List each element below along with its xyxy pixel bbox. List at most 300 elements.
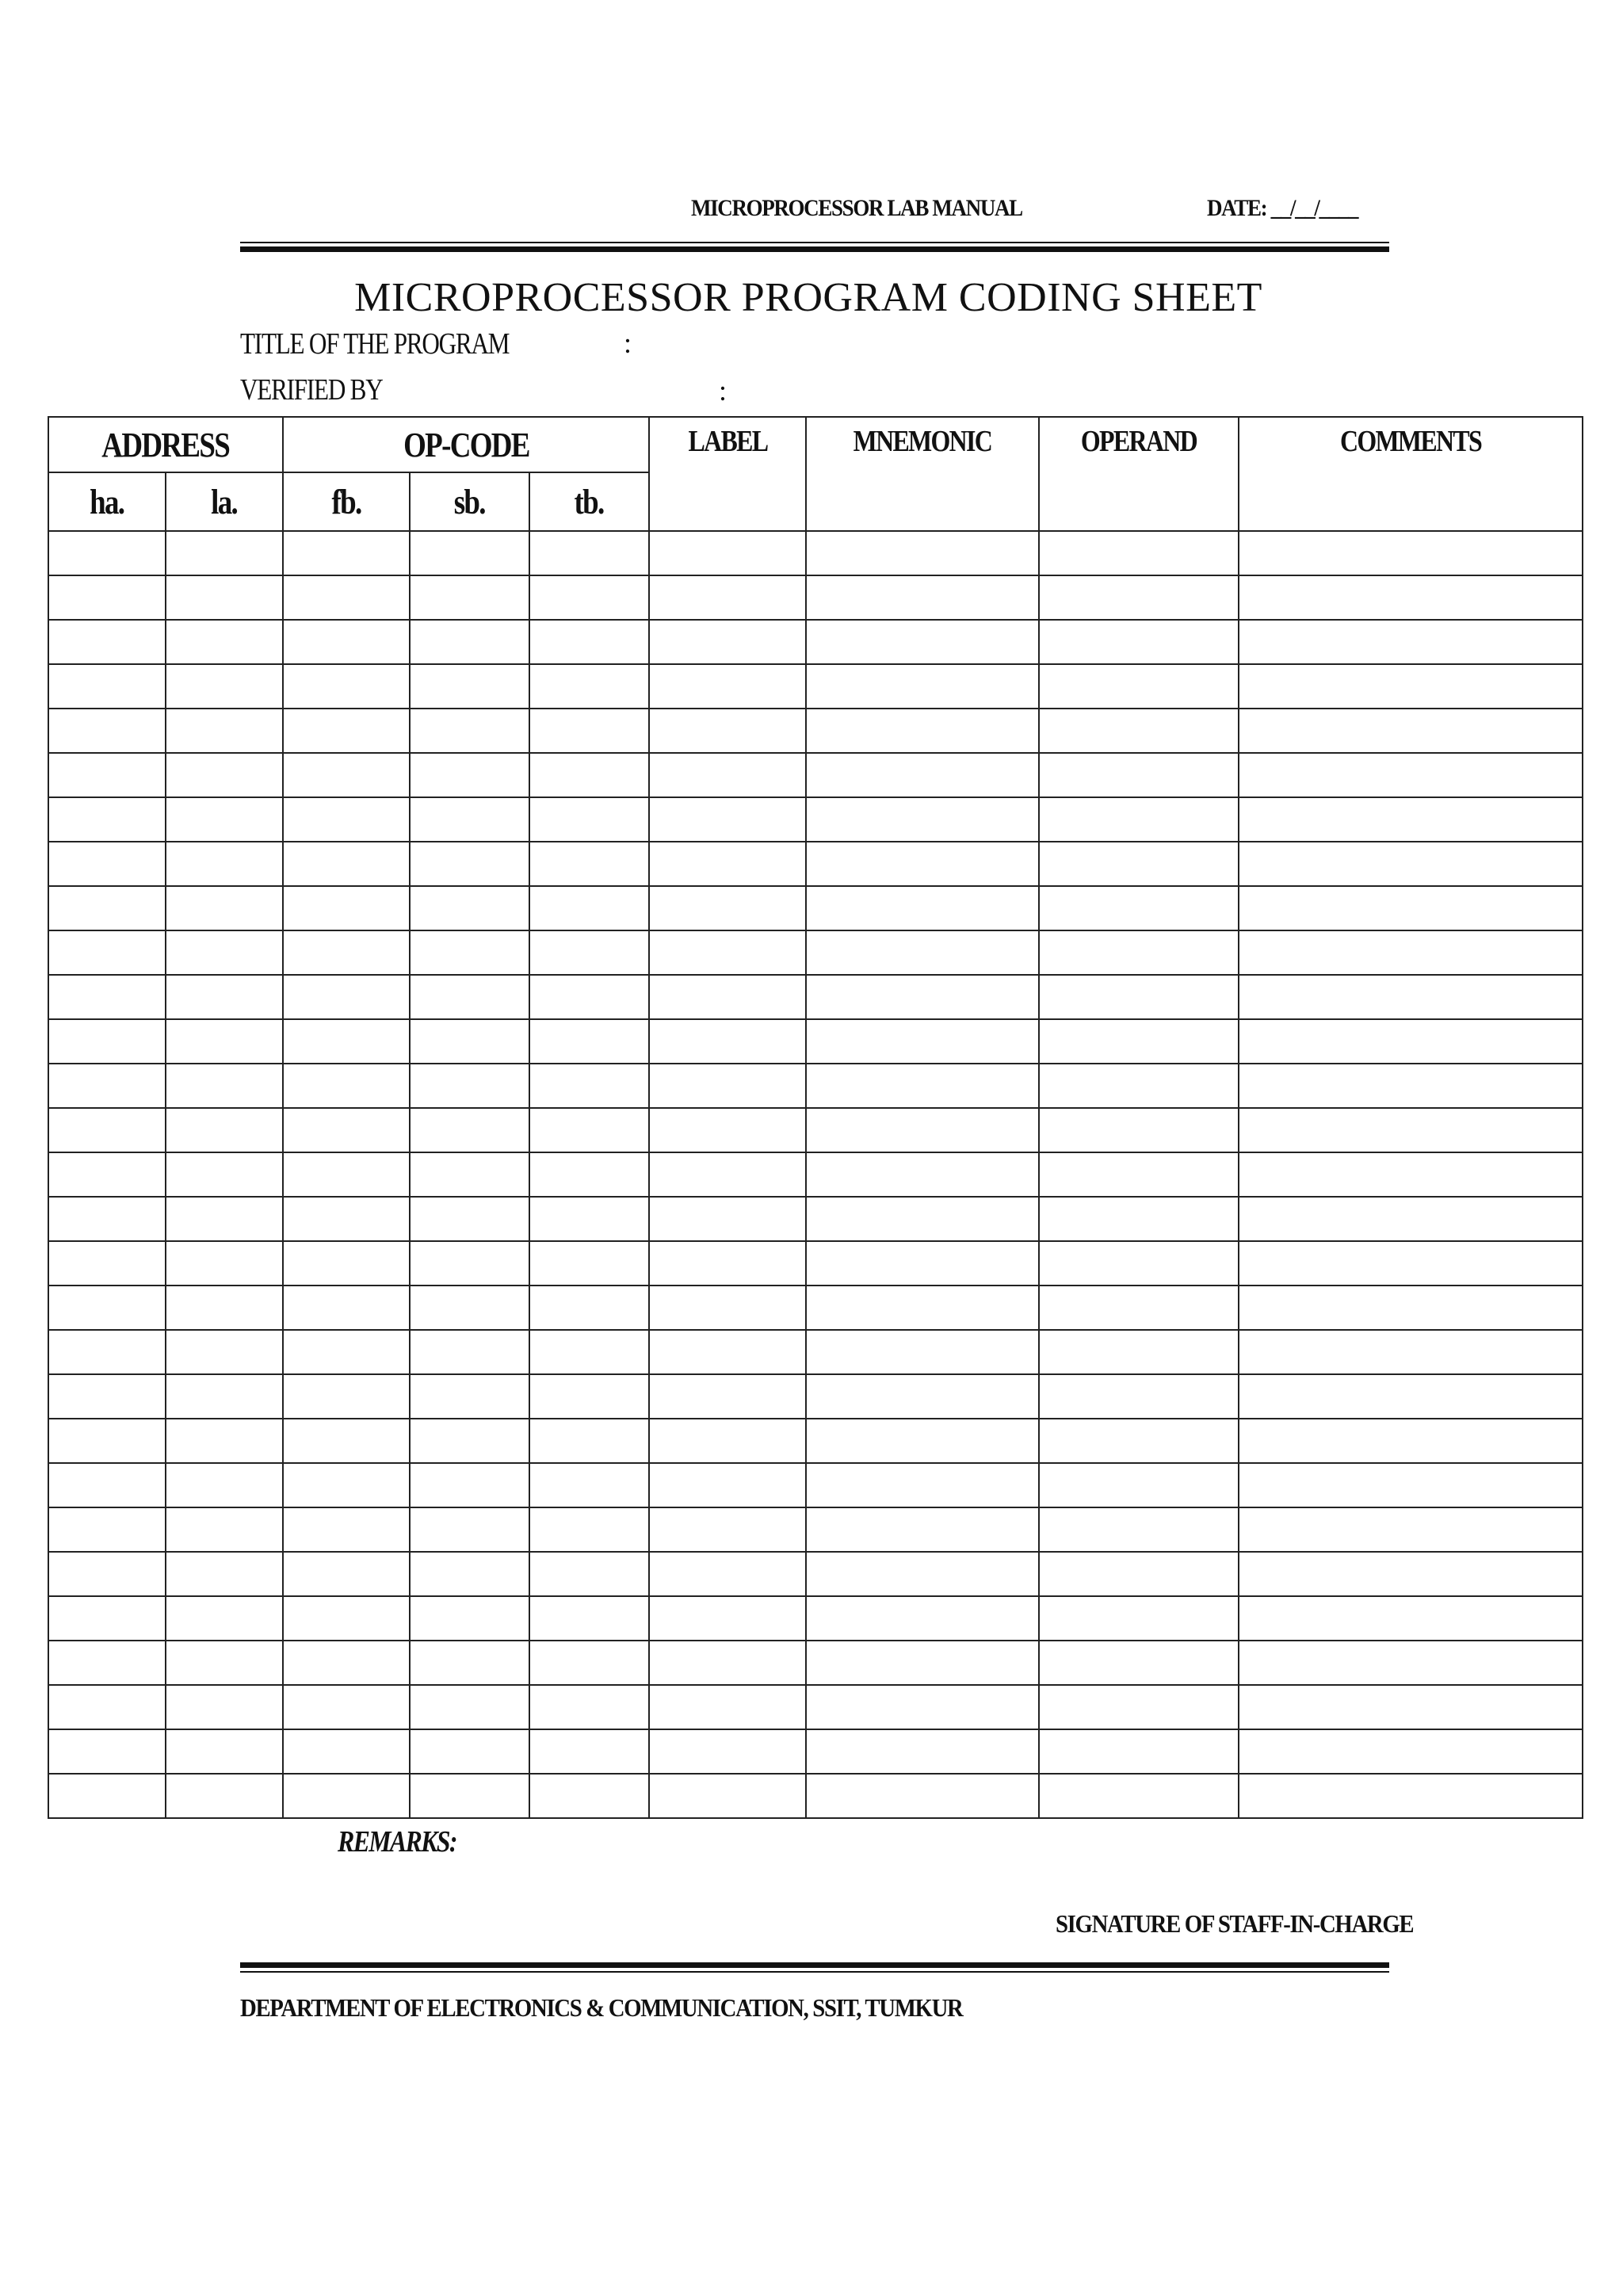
- table-cell: [1239, 1641, 1583, 1685]
- table-cell: [806, 1019, 1039, 1064]
- table-cell: [1239, 1019, 1583, 1064]
- table-cell: [283, 797, 410, 842]
- table-cell: [166, 664, 283, 709]
- table-row: [48, 1774, 1583, 1818]
- table-cell: [166, 1507, 283, 1552]
- table-cell: [529, 1552, 649, 1596]
- table-cell: [410, 1241, 529, 1286]
- table-cell: [283, 886, 410, 930]
- table-cell: [410, 1419, 529, 1463]
- table-cell: [649, 1108, 806, 1152]
- table-cell: [529, 1507, 649, 1552]
- table-cell: [1039, 1685, 1239, 1729]
- table-cell: [48, 620, 166, 664]
- table-cell: [48, 1241, 166, 1286]
- table-cell: [410, 1064, 529, 1108]
- table-cell: [649, 1507, 806, 1552]
- table-cell: [1239, 620, 1583, 664]
- table-row: [48, 753, 1583, 797]
- table-cell: [283, 1552, 410, 1596]
- table-cell: [1239, 1286, 1583, 1330]
- table-cell: [529, 575, 649, 620]
- table-cell: [1039, 1197, 1239, 1241]
- table-cell: [410, 1552, 529, 1596]
- table-cell: [410, 1374, 529, 1419]
- table-cell: [1039, 1596, 1239, 1641]
- table-cell: [806, 1419, 1039, 1463]
- table-row: [48, 930, 1583, 975]
- table-cell: [1039, 1374, 1239, 1419]
- table-cell: [283, 975, 410, 1019]
- table-row: [48, 1463, 1583, 1507]
- table-row: [48, 1552, 1583, 1596]
- table-cell: [283, 1197, 410, 1241]
- table-cell: [806, 1641, 1039, 1685]
- table-cell: [1039, 1552, 1239, 1596]
- verified-by-label: VERIFIED BY: [240, 373, 383, 407]
- footer-rule-thick: [240, 1962, 1389, 1968]
- table-cell: [410, 842, 529, 886]
- table-cell: [649, 1729, 806, 1774]
- table-cell: [166, 1152, 283, 1197]
- table-cell: [1239, 842, 1583, 886]
- table-cell: [1239, 1774, 1583, 1818]
- table-cell: [166, 1241, 283, 1286]
- table-cell: [1239, 664, 1583, 709]
- table-cell: [1039, 1286, 1239, 1330]
- operand-header: OPERAND: [1039, 417, 1239, 531]
- table-cell: [1239, 1152, 1583, 1197]
- table-row: [48, 1152, 1583, 1197]
- table-cell: [649, 531, 806, 575]
- table-row: [48, 531, 1583, 575]
- table-cell: [806, 1552, 1039, 1596]
- table-cell: [649, 930, 806, 975]
- table-cell: [283, 842, 410, 886]
- coding-table: [48, 416, 1583, 1819]
- table-cell: [283, 1108, 410, 1152]
- table-cell: [806, 1286, 1039, 1330]
- table-cell: [649, 797, 806, 842]
- table-cell: [649, 886, 806, 930]
- table-cell: [649, 1774, 806, 1818]
- table-cell: [1039, 930, 1239, 975]
- table-cell: [283, 1596, 410, 1641]
- program-title-colon: :: [624, 327, 632, 359]
- table-row: [48, 1330, 1583, 1374]
- table-cell: [1239, 709, 1583, 753]
- table-cell: [48, 531, 166, 575]
- table-cell: [166, 1552, 283, 1596]
- footer-rule-thin: [240, 1971, 1389, 1973]
- table-cell: [649, 1330, 806, 1374]
- table-cell: [283, 930, 410, 975]
- table-row: [48, 842, 1583, 886]
- table-cell: [529, 1641, 649, 1685]
- table-cell: [48, 1197, 166, 1241]
- table-cell: [1039, 1463, 1239, 1507]
- table-cell: [529, 842, 649, 886]
- table-cell: [806, 1729, 1039, 1774]
- table-cell: [48, 842, 166, 886]
- table-cell: [529, 1152, 649, 1197]
- table-cell: [806, 1197, 1039, 1241]
- signature-label: SIGNATURE OF STAFF-IN-CHARGE: [1056, 1909, 1414, 1938]
- table-cell: [283, 1374, 410, 1419]
- table-cell: [806, 664, 1039, 709]
- table-cell: [806, 1774, 1039, 1818]
- table-cell: [166, 1729, 283, 1774]
- table-cell: [410, 1641, 529, 1685]
- table-row: [48, 1641, 1583, 1685]
- table-cell: [649, 1374, 806, 1419]
- table-cell: [410, 1108, 529, 1152]
- table-cell: [649, 842, 806, 886]
- coding-table-body: [48, 531, 1583, 1818]
- table-row: [48, 797, 1583, 842]
- table-cell: [806, 886, 1039, 930]
- table-cell: [283, 1286, 410, 1330]
- table-cell: [166, 1108, 283, 1152]
- label-header: LABEL: [649, 417, 806, 531]
- table-cell: [529, 975, 649, 1019]
- table-cell: [806, 1374, 1039, 1419]
- table-cell: [649, 753, 806, 797]
- table-cell: [1039, 1507, 1239, 1552]
- table-cell: [410, 620, 529, 664]
- table-cell: [48, 753, 166, 797]
- table-row: [48, 1374, 1583, 1419]
- table-cell: [1239, 1463, 1583, 1507]
- table-cell: [1239, 930, 1583, 975]
- table-cell: [48, 1596, 166, 1641]
- table-row: [48, 1197, 1583, 1241]
- table-cell: [1039, 1641, 1239, 1685]
- table-cell: [806, 930, 1039, 975]
- table-cell: [283, 575, 410, 620]
- table-row: [48, 1286, 1583, 1330]
- table-cell: [283, 1641, 410, 1685]
- table-cell: [166, 1641, 283, 1685]
- verified-by-colon: :: [719, 375, 727, 407]
- table-cell: [529, 753, 649, 797]
- table-cell: [283, 1330, 410, 1374]
- table-cell: [806, 575, 1039, 620]
- table-cell: [48, 575, 166, 620]
- table-cell: [529, 1374, 649, 1419]
- table-cell: [1239, 1330, 1583, 1374]
- table-row: [48, 1596, 1583, 1641]
- table-row: [48, 1507, 1583, 1552]
- table-cell: [529, 1685, 649, 1729]
- table-cell: [649, 1685, 806, 1729]
- table-cell: [649, 1286, 806, 1330]
- table-cell: [410, 664, 529, 709]
- table-cell: [166, 1374, 283, 1419]
- table-cell: [410, 797, 529, 842]
- table-cell: [649, 1552, 806, 1596]
- table-cell: [649, 620, 806, 664]
- table-cell: [166, 531, 283, 575]
- table-cell: [410, 1019, 529, 1064]
- table-cell: [1039, 1019, 1239, 1064]
- date-field: DATE: __/__/____: [1207, 195, 1358, 221]
- table-cell: [283, 1463, 410, 1507]
- table-cell: [283, 753, 410, 797]
- table-cell: [806, 1463, 1039, 1507]
- table-cell: [1239, 1197, 1583, 1241]
- program-title-label: TITLE OF THE PROGRAM: [240, 327, 510, 361]
- table-cell: [1039, 531, 1239, 575]
- table-cell: [166, 1064, 283, 1108]
- table-cell: [283, 1019, 410, 1064]
- table-cell: [1039, 1152, 1239, 1197]
- table-cell: [1039, 842, 1239, 886]
- table-row: [48, 1108, 1583, 1152]
- table-cell: [529, 1419, 649, 1463]
- table-cell: [283, 1241, 410, 1286]
- low-address-header: la.: [166, 472, 283, 531]
- table-cell: [529, 1596, 649, 1641]
- table-cell: [1039, 664, 1239, 709]
- table-cell: [529, 1330, 649, 1374]
- table-cell: [283, 620, 410, 664]
- table-cell: [529, 1774, 649, 1818]
- table-cell: [529, 1064, 649, 1108]
- comments-header: COMMENTS: [1239, 417, 1583, 531]
- table-cell: [410, 1507, 529, 1552]
- table-cell: [1239, 975, 1583, 1019]
- table-cell: [166, 930, 283, 975]
- sheet-title: [0, 274, 1623, 321]
- table-cell: [48, 1463, 166, 1507]
- table-cell: [649, 1064, 806, 1108]
- table-cell: [48, 1641, 166, 1685]
- table-cell: [1239, 1685, 1583, 1729]
- table-cell: [166, 1463, 283, 1507]
- table-cell: [1239, 1552, 1583, 1596]
- table-cell: [1239, 1064, 1583, 1108]
- table-cell: [283, 1507, 410, 1552]
- header-rule-thick: [240, 246, 1389, 252]
- mnemonic-header: MNEMONIC: [806, 417, 1039, 531]
- table-cell: [283, 1685, 410, 1729]
- table-cell: [806, 1064, 1039, 1108]
- table-cell: [1239, 1374, 1583, 1419]
- table-cell: [283, 709, 410, 753]
- table-cell: [1239, 1419, 1583, 1463]
- table-row: [48, 1419, 1583, 1463]
- table-cell: [1239, 1241, 1583, 1286]
- table-cell: [529, 1108, 649, 1152]
- table-cell: [166, 1774, 283, 1818]
- table-cell: [1039, 1774, 1239, 1818]
- table-cell: [649, 1596, 806, 1641]
- table-cell: [806, 1330, 1039, 1374]
- table-cell: [410, 930, 529, 975]
- table-cell: [529, 1197, 649, 1241]
- table-cell: [1039, 709, 1239, 753]
- table-cell: [649, 1197, 806, 1241]
- table-cell: [806, 1596, 1039, 1641]
- table-cell: [529, 1463, 649, 1507]
- table-cell: [806, 709, 1039, 753]
- table-cell: [48, 1152, 166, 1197]
- table-cell: [166, 1197, 283, 1241]
- table-cell: [1039, 620, 1239, 664]
- table-cell: [48, 1286, 166, 1330]
- table-cell: [1039, 1419, 1239, 1463]
- table-cell: [166, 753, 283, 797]
- table-cell: [166, 575, 283, 620]
- table-cell: [1039, 1064, 1239, 1108]
- table-row: [48, 975, 1583, 1019]
- table-cell: [410, 1152, 529, 1197]
- department-footer: DEPARTMENT OF ELECTRONICS & COMMUNICATION, SSIT, TUMKUR: [240, 1993, 963, 2022]
- table-cell: [649, 664, 806, 709]
- table-cell: [649, 1019, 806, 1064]
- table-row: [48, 664, 1583, 709]
- table-cell: [166, 975, 283, 1019]
- table-cell: [1039, 886, 1239, 930]
- table-cell: [283, 1774, 410, 1818]
- table-cell: [806, 1152, 1039, 1197]
- table-cell: [48, 1774, 166, 1818]
- table-cell: [649, 1419, 806, 1463]
- table-cell: [283, 664, 410, 709]
- table-cell: [529, 664, 649, 709]
- table-cell: [48, 1552, 166, 1596]
- table-cell: [649, 575, 806, 620]
- table-row: [48, 1729, 1583, 1774]
- table-cell: [806, 753, 1039, 797]
- table-cell: [410, 1330, 529, 1374]
- table-row: [48, 886, 1583, 930]
- table-cell: [529, 797, 649, 842]
- table-row: [48, 575, 1583, 620]
- table-cell: [48, 1330, 166, 1374]
- table-cell: [283, 1419, 410, 1463]
- table-cell: [48, 797, 166, 842]
- table-cell: [48, 930, 166, 975]
- table-row: [48, 1064, 1583, 1108]
- table-cell: [166, 1019, 283, 1064]
- table-cell: [283, 531, 410, 575]
- table-cell: [48, 1064, 166, 1108]
- table-cell: [806, 797, 1039, 842]
- table-cell: [166, 620, 283, 664]
- table-cell: [1039, 975, 1239, 1019]
- table-cell: [166, 1286, 283, 1330]
- table-cell: [166, 886, 283, 930]
- table-cell: [649, 1152, 806, 1197]
- table-cell: [166, 797, 283, 842]
- table-cell: [1239, 1596, 1583, 1641]
- table-cell: [806, 1507, 1039, 1552]
- table-cell: [283, 1064, 410, 1108]
- table-cell: [48, 1729, 166, 1774]
- table-cell: [806, 842, 1039, 886]
- table-cell: [48, 886, 166, 930]
- table-cell: [410, 575, 529, 620]
- table-cell: [410, 709, 529, 753]
- table-row: [48, 1019, 1583, 1064]
- table-cell: [166, 1419, 283, 1463]
- table-cell: [1039, 1108, 1239, 1152]
- table-cell: [166, 1685, 283, 1729]
- table-cell: [410, 1729, 529, 1774]
- table-cell: [48, 664, 166, 709]
- header-rule-thin: [240, 242, 1389, 243]
- table-cell: [410, 1774, 529, 1818]
- table-cell: [529, 930, 649, 975]
- table-cell: [1239, 797, 1583, 842]
- remarks-label: REMARKS:: [338, 1825, 456, 1859]
- table-cell: [410, 975, 529, 1019]
- table-cell: [529, 1286, 649, 1330]
- table-cell: [649, 975, 806, 1019]
- table-cell: [529, 620, 649, 664]
- table-cell: [48, 1685, 166, 1729]
- table-cell: [806, 1685, 1039, 1729]
- table-cell: [410, 753, 529, 797]
- table-row: [48, 1685, 1583, 1729]
- table-cell: [529, 1019, 649, 1064]
- table-cell: [806, 975, 1039, 1019]
- table-row: [48, 1241, 1583, 1286]
- address-header: ADDRESS: [48, 417, 283, 472]
- table-cell: [649, 1641, 806, 1685]
- opcode-header: OP-CODE: [283, 417, 649, 472]
- table-cell: [806, 531, 1039, 575]
- table-cell: [649, 1241, 806, 1286]
- table-cell: [529, 709, 649, 753]
- table-cell: [1239, 575, 1583, 620]
- sheet-title-text: MICROPROCESSOR PROGRAM CODING SHEET: [354, 275, 1262, 320]
- table-cell: [48, 975, 166, 1019]
- table-cell: [1039, 1330, 1239, 1374]
- table-cell: [410, 1197, 529, 1241]
- table-cell: [283, 1729, 410, 1774]
- table-cell: [1239, 1507, 1583, 1552]
- table-cell: [410, 1286, 529, 1330]
- table-cell: [48, 709, 166, 753]
- table-cell: [1039, 1241, 1239, 1286]
- table-cell: [649, 1463, 806, 1507]
- table-cell: [529, 1241, 649, 1286]
- table-cell: [410, 1596, 529, 1641]
- table-cell: [48, 1019, 166, 1064]
- lab-manual-header: MICROPROCESSOR LAB MANUAL: [691, 195, 1022, 221]
- table-cell: [649, 709, 806, 753]
- table-cell: [410, 1463, 529, 1507]
- table-cell: [1039, 575, 1239, 620]
- table-cell: [1039, 1729, 1239, 1774]
- table-cell: [410, 531, 529, 575]
- table-cell: [48, 1507, 166, 1552]
- table-cell: [1239, 886, 1583, 930]
- first-byte-header: fb.: [283, 472, 410, 531]
- second-byte-header: sb.: [410, 472, 529, 531]
- table-cell: [529, 886, 649, 930]
- table-cell: [166, 1596, 283, 1641]
- table-cell: [166, 1330, 283, 1374]
- table-cell: [166, 709, 283, 753]
- high-address-header: ha.: [48, 472, 166, 531]
- table-cell: [1239, 531, 1583, 575]
- table-cell: [529, 1729, 649, 1774]
- table-cell: [1239, 753, 1583, 797]
